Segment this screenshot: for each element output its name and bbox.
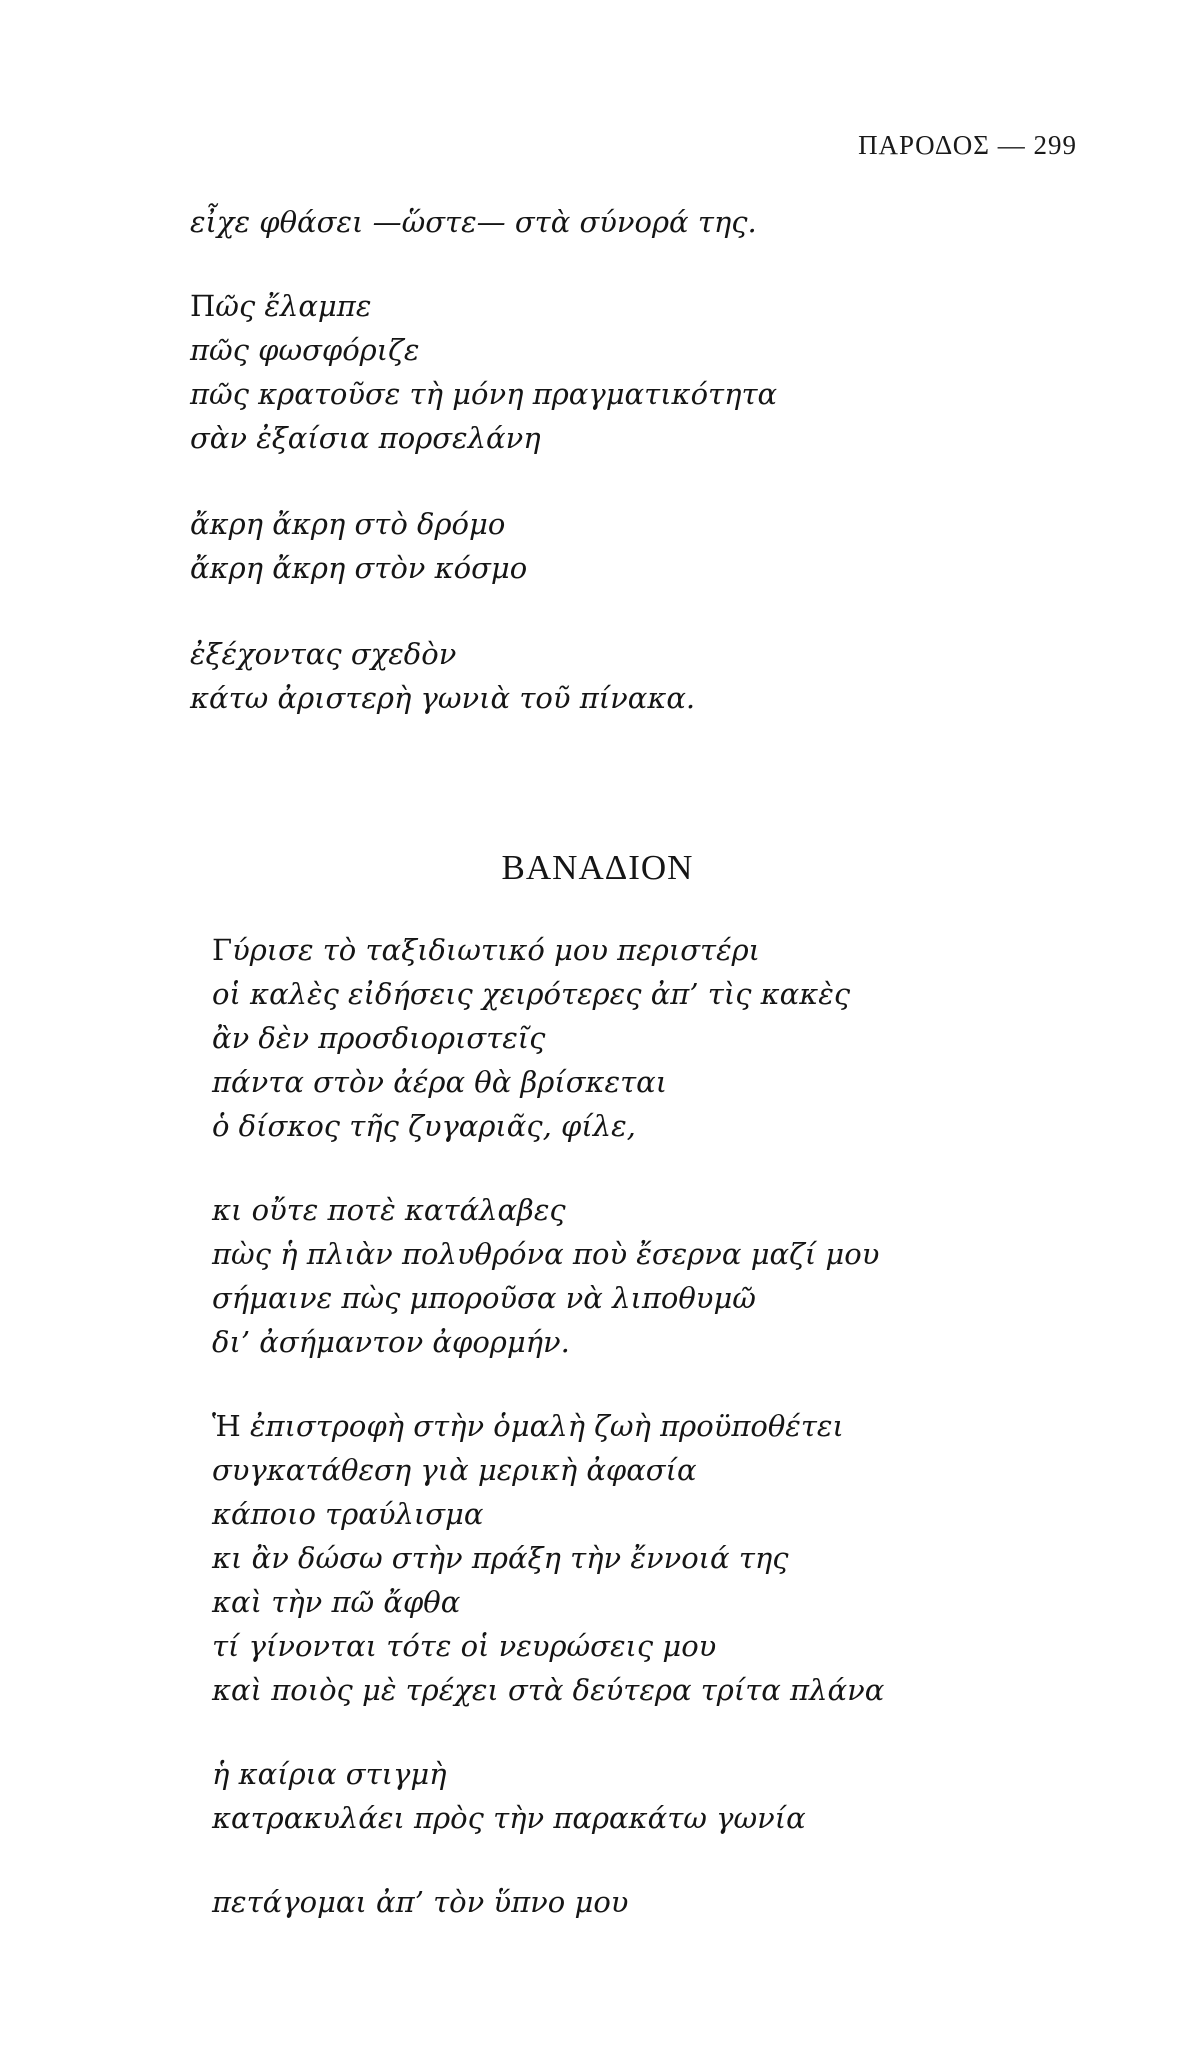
poem-line: καὶ ποιὸς μὲ τρέχει στὰ δεύτερα τρίτα πλάνα <box>212 1673 885 1707</box>
poem-line: κι οὔτε ποτὲ κατάλαβες <box>212 1193 566 1227</box>
poem-line: εἶχε φθάσει —ὥστε— στὰ σύνορά της. <box>190 205 757 239</box>
poem-line: Γύρισε τὸ ταξιδιωτικό μου περιστέρι <box>212 933 761 967</box>
poem-line: οἱ καλὲς εἰδήσεις χειρότερες ἀπ’ τὶς κακὲς <box>212 977 851 1011</box>
poem-line: σήμαινε πὼς μποροῦσα νὰ λιποθυμῶ <box>212 1281 756 1315</box>
poem-line: κι ἂν δώσω στὴν πράξη τὴν ἔννοιά της <box>212 1541 789 1575</box>
poem-line: ἂν δὲν προσδιοριστεῖς <box>212 1021 546 1055</box>
poem-line: πάντα στὸν ἀέρα θὰ βρίσκεται <box>212 1065 668 1099</box>
poem-line: πῶς κρατοῦσε τὴ μόνη πραγματικότητα <box>190 377 778 411</box>
poem-line: ἄκρη ἄκρη στὸν κόσμο <box>190 551 528 585</box>
poem-line: πὼς ἡ πλιὰν πολυθρόνα ποὺ ἔσερνα μαζί μου <box>212 1237 880 1271</box>
poem-line: κάτω ἀριστερὴ γωνιὰ τοῦ πίνακα. <box>190 681 696 715</box>
poem-line: ἡ καίρια στιγμὴ <box>212 1757 447 1791</box>
poem-line: κάποιο τραύλισμα <box>212 1497 484 1531</box>
poem-line: συγκατάθεση γιὰ μερικὴ ἀφασία <box>212 1453 697 1487</box>
poem-line: Ἡ ἐπιστροφὴ στὴν ὁμαλὴ ζωὴ προϋποθέτει <box>212 1409 844 1443</box>
poem-line: τί γίνονται τότε οἱ νευρώσεις μου <box>212 1629 717 1663</box>
poem-line: Πῶς ἔλαμπε <box>190 289 372 323</box>
poem-line: ἐξέχοντας σχεδὸν <box>190 637 457 671</box>
running-head: ΠΑΡΟΔΟΣ — 299 <box>858 130 1077 160</box>
poem-line: καὶ τὴν πῶ ἄφθα <box>212 1585 461 1619</box>
poem-line: ὁ δίσκος τῆς ζυγαριᾶς, φίλε, <box>212 1109 636 1143</box>
poem-line: πῶς φωσφόριζε <box>190 333 420 367</box>
poem-line: ἄκρη ἄκρη στὸ δρόμο <box>190 507 506 541</box>
poem-line: πετάγομαι ἀπ’ τὸν ὕπνο μου <box>212 1885 629 1919</box>
poem-line: δι’ ἀσήμαντον ἀφορμήν. <box>212 1325 570 1359</box>
poem-line: κατρακυλάει πρὸς τὴν παρακάτω γωνία <box>212 1801 806 1835</box>
poem-line: σὰν ἐξαίσια πορσελάνη <box>190 421 541 455</box>
poem-title: ΒΑΝΑΔΙΟΝ <box>501 848 694 887</box>
